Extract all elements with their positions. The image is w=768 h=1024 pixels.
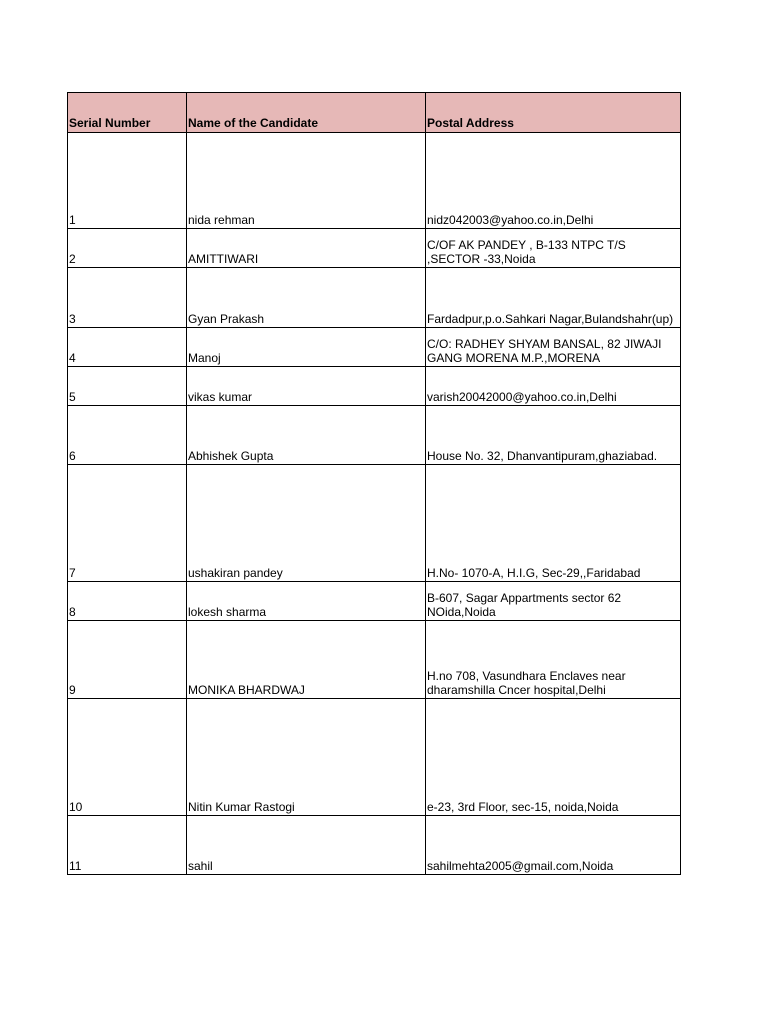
candidate-table [67, 92, 681, 875]
postal-address-cell: sahilmehta2005@gmail.com,Noida [426, 816, 681, 875]
postal-address-cell: House No. 32, Dhanvantipuram,ghaziabad. [426, 406, 681, 465]
header-postal-address: Postal Address [426, 93, 681, 133]
postal-address-cell: C/O: RADHEY SHYAM BANSAL, 82 JIWAJI GANG MORENA M.P.,MORENA [426, 328, 681, 367]
postal-address-cell: Fardadpur,p.o.Sahkari Nagar,Bulandshahr(up) [426, 268, 681, 328]
table-row [68, 328, 681, 367]
table-row [68, 816, 681, 875]
postal-address-cell: C/OF AK PANDEY , B-133 NTPC T/S ,SECTOR -33,Noida [426, 229, 681, 268]
postal-address-cell: H.No- 1070-A, H.I.G, Sec-29,,Faridabad [426, 465, 681, 582]
header-serial-number: Serial Number [68, 93, 187, 133]
header-row [68, 93, 681, 133]
serial-number-cell: 8 [68, 582, 187, 621]
serial-number-cell: 1 [68, 133, 187, 229]
candidate-name-cell: Abhishek Gupta [187, 406, 426, 465]
table-row [68, 268, 681, 328]
serial-number-cell: 2 [68, 229, 187, 268]
serial-number-cell: 7 [68, 465, 187, 582]
serial-number-cell: 9 [68, 621, 187, 699]
postal-address-cell: varish20042000@yahoo.co.in,Delhi [426, 367, 681, 406]
candidate-name-cell: Nitin Kumar Rastogi [187, 699, 426, 816]
serial-number-cell: 11 [68, 816, 187, 875]
candidate-name-cell: AMITTIWARI [187, 229, 426, 268]
table-row [68, 621, 681, 699]
candidate-name-cell: sahil [187, 816, 426, 875]
table-row [68, 229, 681, 268]
candidate-name-cell: lokesh sharma [187, 582, 426, 621]
table-row [68, 367, 681, 406]
table-row [68, 582, 681, 621]
table-row [68, 699, 681, 816]
postal-address-cell: H.no 708, Vasundhara Enclaves near dharamshilla Cncer hospital,Delhi [426, 621, 681, 699]
candidate-name-cell: Gyan Prakash [187, 268, 426, 328]
serial-number-cell: 5 [68, 367, 187, 406]
candidate-name-cell: vikas kumar [187, 367, 426, 406]
table-row [68, 465, 681, 582]
table-row [68, 133, 681, 229]
postal-address-cell: nidz042003@yahoo.co.in,Delhi [426, 133, 681, 229]
postal-address-cell: e-23, 3rd Floor, sec-15, noida,Noida [426, 699, 681, 816]
serial-number-cell: 3 [68, 268, 187, 328]
serial-number-cell: 4 [68, 328, 187, 367]
postal-address-cell: B-607, Sagar Appartments sector 62 NOida,Noida [426, 582, 681, 621]
candidate-name-cell: MONIKA BHARDWAJ [187, 621, 426, 699]
serial-number-cell: 10 [68, 699, 187, 816]
candidate-name-cell: ushakiran pandey [187, 465, 426, 582]
candidate-name-cell: Manoj [187, 328, 426, 367]
candidate-name-cell: nida rehman [187, 133, 426, 229]
serial-number-cell: 6 [68, 406, 187, 465]
header-candidate-name: Name of the Candidate [187, 93, 426, 133]
table-row [68, 406, 681, 465]
